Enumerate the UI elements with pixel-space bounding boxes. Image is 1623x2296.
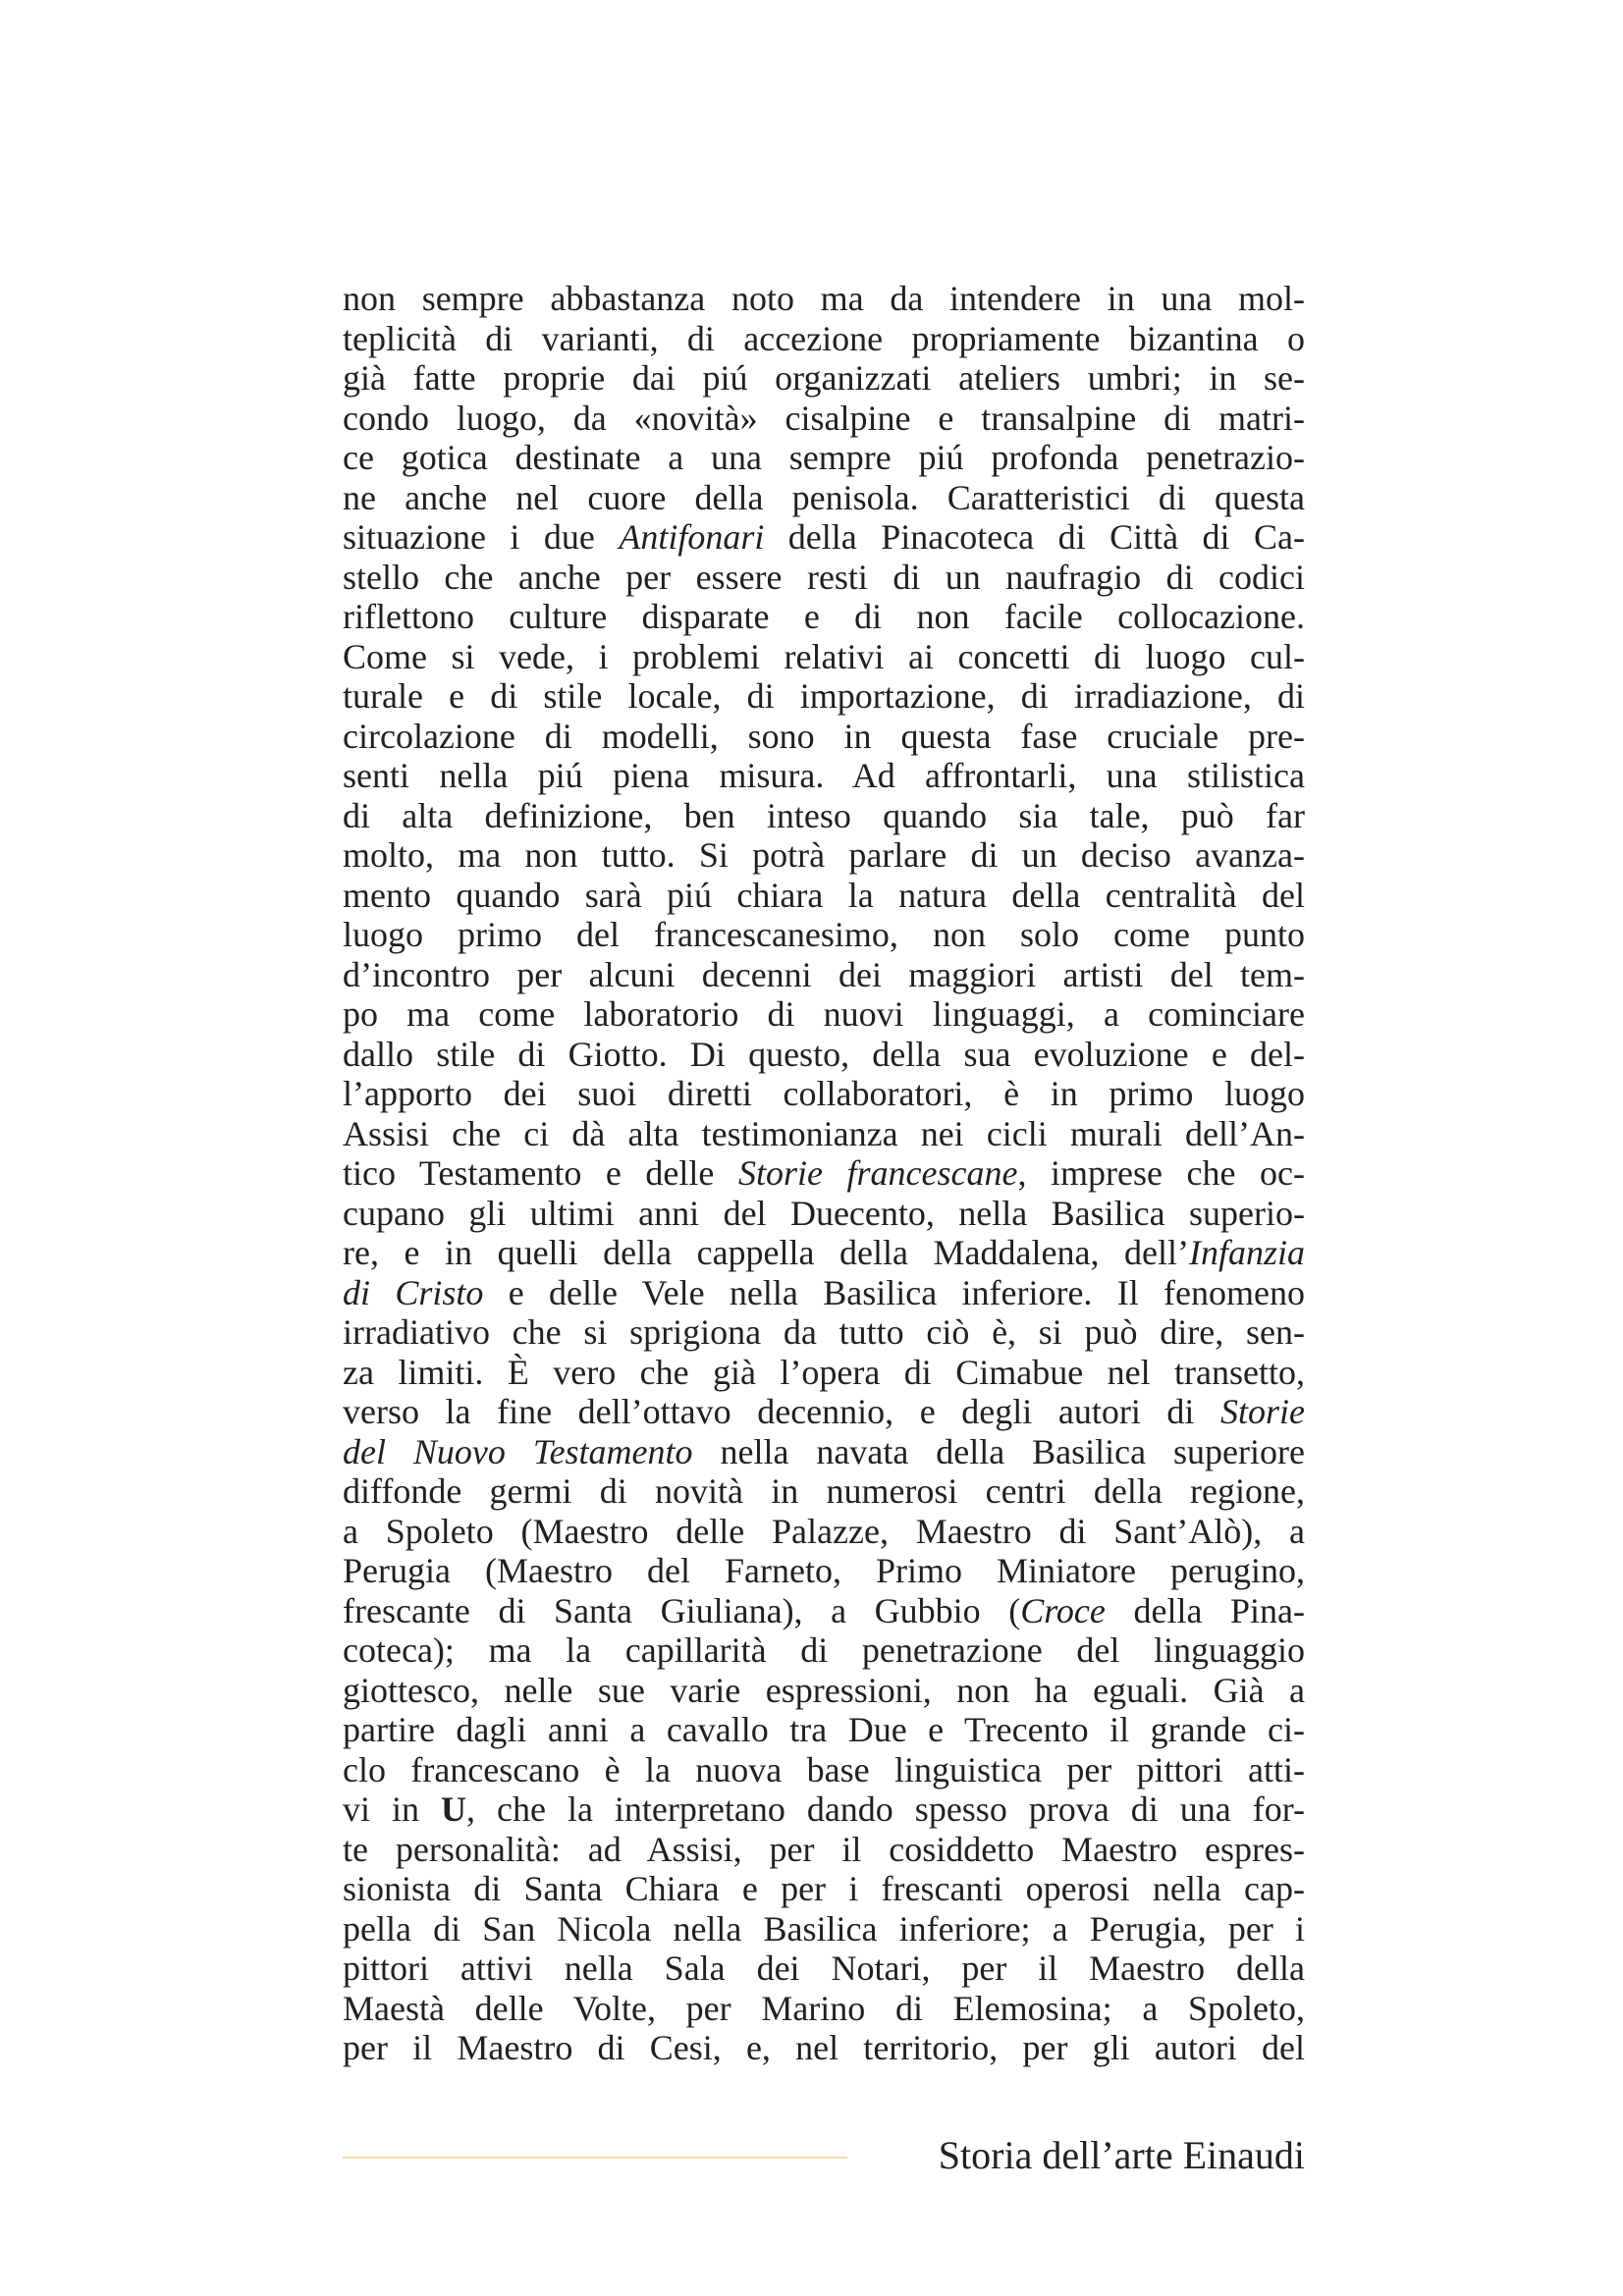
- text-run: frescante di Santa Giuliana), a Gubbio (: [343, 1590, 1021, 1630]
- text-line: [343, 1273, 1305, 1313]
- bold-abbreviation: U: [441, 1789, 466, 1829]
- text-line: pella di San Nicola nella Basilica inferiore; a Perugia, per i: [343, 1908, 1305, 1949]
- text-line: [343, 1432, 1305, 1472]
- text-line: l’apporto dei suoi diretti collaboratori, è in primo luogo: [343, 1074, 1305, 1113]
- text-line: sionista di Santa Chiara e per i frescanti operosi nella cap-: [343, 1869, 1305, 1908]
- text-line: circolazione di modelli, sono in questa fase cruciale pre-: [343, 716, 1305, 756]
- text-run: , che la interpretano dando spesso prova di una for-: [466, 1789, 1305, 1829]
- text-line: ce gotica destinate a una sempre piú profonda penetrazio-: [343, 438, 1305, 477]
- text-line: senti nella piú piena misura. Ad affrontarli, una stilistica: [343, 756, 1305, 795]
- text-line: te personalità: ad Assisi, per il cosiddetto Maestro espres-: [343, 1829, 1305, 1869]
- text-run: situazione i due: [343, 517, 620, 557]
- text-line: cupano gli ultimi anni del Duecento, nella Basilica superio-: [343, 1193, 1305, 1233]
- text-line: per il Maestro di Cesi, e, nel territorio, per gli autori del: [343, 2028, 1305, 2067]
- body-text: [343, 279, 1305, 2068]
- text-line: [343, 1789, 1305, 1830]
- text-line: irradiativo che si sprigiona da tutto ciò è, si può dire, sen-: [343, 1312, 1305, 1352]
- text-run: tico Testamento e delle: [343, 1153, 738, 1193]
- footer-rule: [343, 2157, 847, 2159]
- text-line: stello che anche per essere resti di un naufragio di codici: [343, 557, 1305, 597]
- text-line: coteca); ma la capillarità di penetrazione del linguaggio: [343, 1630, 1305, 1670]
- text-line: riflettono culture disparate e di non facile collocazione.: [343, 597, 1305, 636]
- text-line: a Spoleto (Maestro delle Palazze, Maestro di Sant’Alò), a: [343, 1511, 1305, 1551]
- text-line: Maestà delle Volte, per Marino di Elemosina; a Spoleto,: [343, 1988, 1305, 2028]
- text-line: partire dagli anni a cavallo tra Due e Trecento il grande ci-: [343, 1710, 1305, 1749]
- text-line: d’incontro per alcuni decenni dei maggiori artisti del tem-: [343, 954, 1305, 994]
- text-line: turale e di stile locale, di importazione, di irradiazione, di: [343, 676, 1305, 716]
- text-run: , imprese che oc-: [1017, 1153, 1305, 1193]
- text-run: vi in: [343, 1789, 441, 1829]
- text-run: re, e in quelli della cappella della Maddalena, dell’: [343, 1233, 1189, 1272]
- text-line: Come si vede, i problemi relativi ai concetti di luogo cul-: [343, 636, 1305, 676]
- italic-title: Storie francescane: [737, 1153, 1018, 1193]
- italic-title: Croce: [1020, 1590, 1106, 1630]
- italic-title: Antifonari: [619, 517, 765, 557]
- text-line: mento quando sarà piú chiara la natura della centralità del: [343, 875, 1305, 915]
- text-line: non sempre abbastanza noto ma da intendere in una mol-: [343, 279, 1305, 318]
- text-line: condo luogo, da «novità» cisalpine e transalpine di matri-: [343, 398, 1305, 438]
- text-line: clo francescano è la nuova base linguistica per pittori atti-: [343, 1749, 1305, 1789]
- text-line: molto, ma non tutto. Si potrà parlare di un deciso avanza-: [343, 835, 1305, 875]
- italic-title: Storie: [1220, 1392, 1305, 1431]
- text-line: [343, 1233, 1305, 1273]
- text-line: dallo stile di Giotto. Di questo, della sua evoluzione e del-: [343, 1034, 1305, 1074]
- text-line: pittori attivi nella Sala dei Notari, per il Maestro della: [343, 1949, 1305, 1988]
- text-line: teplicità di varianti, di accezione propriamente bizantina o: [343, 318, 1305, 358]
- text-run: e delle Vele nella Basilica inferiore. Il fenomeno: [483, 1272, 1306, 1312]
- text-line: za limiti. È vero che già l’opera di Cimabue nel transetto,: [343, 1352, 1305, 1392]
- text-line: già fatte proprie dai piú organizzati ateliers umbri; in se-: [343, 358, 1305, 398]
- text-line: Assisi che ci dà alta testimonianza nei cicli murali dell’An-: [343, 1113, 1305, 1153]
- text-line: di alta definizione, ben inteso quando sia tale, può far: [343, 795, 1305, 835]
- text-line: [343, 1153, 1305, 1194]
- text-line: luogo primo del francescanesimo, non solo come punto: [343, 915, 1305, 954]
- text-line: po ma come laboratorio di nuovi linguaggi, a cominciare: [343, 994, 1305, 1034]
- text-line: giottesco, nelle sue varie espressioni, non ha eguali. Già a: [343, 1670, 1305, 1710]
- text-run: verso la fine dell’ottavo decennio, e degli autori di: [343, 1392, 1220, 1431]
- footer-title: Storia dell’arte Einaudi: [938, 2133, 1305, 2177]
- italic-title: del Nuovo Testamento: [343, 1431, 693, 1471]
- text-line: diffonde germi di novità in numerosi centri della regione,: [343, 1471, 1305, 1511]
- text-line: [343, 517, 1305, 558]
- text-line: ne anche nel cuore della penisola. Caratteristici di questa: [343, 477, 1305, 517]
- italic-title: di Cristo: [343, 1272, 484, 1312]
- text-line: [343, 1591, 1305, 1631]
- text-line: Perugia (Maestro del Farneto, Primo Miniatore perugino,: [343, 1551, 1305, 1590]
- text-run: della Pinacoteca di Città di Ca-: [764, 517, 1305, 557]
- text-run: della Pina-: [1105, 1590, 1305, 1630]
- text-line: [343, 1392, 1305, 1432]
- text-run: nella navata della Basilica superiore: [692, 1431, 1305, 1471]
- italic-title: Infanzia: [1188, 1233, 1305, 1272]
